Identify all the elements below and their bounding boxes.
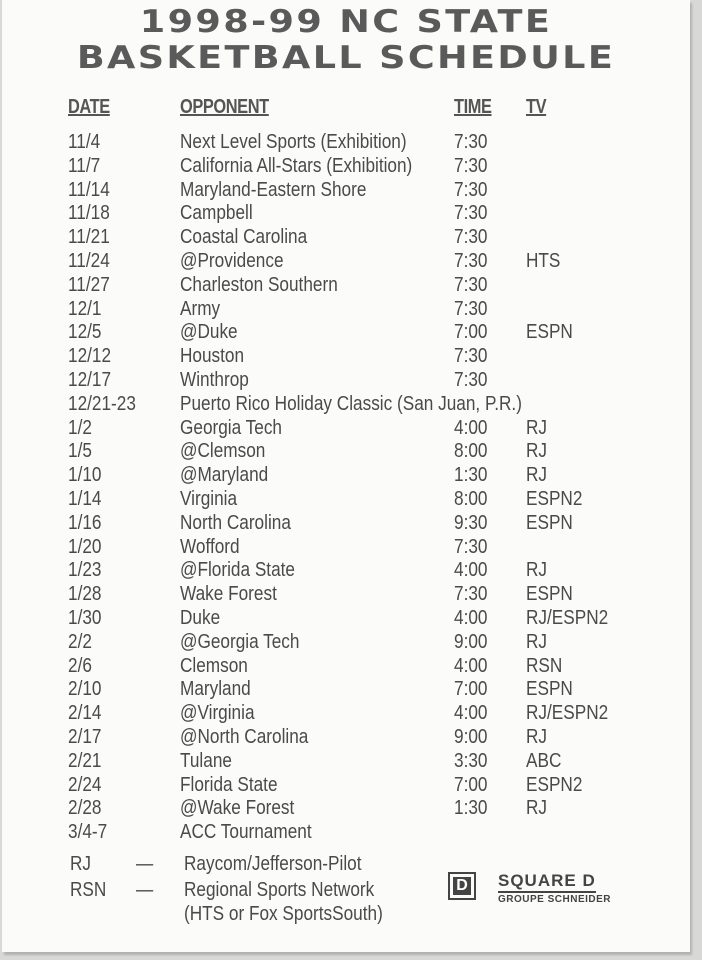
row-date: 11/14 xyxy=(68,178,110,201)
row-time: 4:00 xyxy=(454,654,488,677)
row-opponent: Charleston Southern xyxy=(180,273,338,296)
table-row xyxy=(2,154,690,178)
row-opponent: Clemson xyxy=(180,654,248,677)
row-tv: ESPN xyxy=(526,678,573,701)
row-time: 7:30 xyxy=(454,131,488,153)
legend-note: (HTS or Fox SportsSouth) xyxy=(184,903,383,925)
title-line-1: 1998-99 NC STATE xyxy=(139,4,553,40)
legend-dash-rj: — xyxy=(136,853,154,875)
row-opponent: Wofford xyxy=(180,535,240,558)
table-row xyxy=(2,773,690,797)
row-opponent: ACC Tournament xyxy=(180,821,312,844)
row-opponent: @Georgia Tech xyxy=(180,630,300,653)
row-date: 1/10 xyxy=(68,464,102,487)
header-time: TIME xyxy=(454,96,492,118)
row-opponent: @Wake Forest xyxy=(180,797,295,820)
table-row xyxy=(2,701,690,725)
row-opponent: Houston xyxy=(180,345,245,368)
row-date: 2/10 xyxy=(68,678,102,701)
row-opponent: Wake Forest xyxy=(180,583,277,606)
row-time: 7:00 xyxy=(454,773,488,796)
row-tv: RJ/ESPN2 xyxy=(526,702,609,725)
row-date: 11/24 xyxy=(68,250,110,272)
table-row xyxy=(2,201,690,225)
legend-abbr-rj: RJ xyxy=(70,853,92,875)
row-opponent: @Clemson xyxy=(180,440,266,463)
row-date: 2/24 xyxy=(68,773,102,796)
table-row xyxy=(2,582,690,606)
square-d-logo xyxy=(448,872,620,908)
row-date: 2/14 xyxy=(68,702,102,725)
header-tv: TV xyxy=(526,96,547,118)
row-time: 7:30 xyxy=(454,273,488,296)
table-row xyxy=(2,796,690,820)
row-tv: RJ xyxy=(526,726,548,748)
row-opponent: Virginia xyxy=(180,488,238,510)
row-date: 2/21 xyxy=(68,749,102,772)
row-date: 12/17 xyxy=(68,369,112,391)
row-date: 1/30 xyxy=(68,607,102,629)
row-time: 1:30 xyxy=(454,464,488,487)
row-time: 7:30 xyxy=(454,202,488,225)
table-row xyxy=(2,416,690,440)
row-date: 1/14 xyxy=(68,488,102,510)
row-time: 7:30 xyxy=(454,250,488,272)
row-tv: RJ xyxy=(526,630,548,653)
row-time: 9:00 xyxy=(454,726,488,748)
row-tv: RJ xyxy=(526,416,548,439)
row-date: 11/4 xyxy=(68,131,101,153)
table-row xyxy=(2,130,690,154)
row-tv: RSN xyxy=(526,654,563,677)
row-date: 11/7 xyxy=(68,154,101,177)
row-opponent: Florida State xyxy=(180,773,278,796)
row-date: 12/1 xyxy=(68,297,102,320)
header-date: DATE xyxy=(68,96,110,118)
schedule-card xyxy=(2,0,690,952)
row-opponent: Puerto Rico Holiday Classic (San Juan, P.R.) xyxy=(180,392,522,415)
row-opponent: Tulane xyxy=(180,749,232,772)
table-row xyxy=(2,392,690,416)
row-tv: ESPN2 xyxy=(526,773,583,796)
row-date: 1/16 xyxy=(68,511,102,534)
row-time: 7:30 xyxy=(454,154,488,177)
legend-desc-rj: Raycom/Jefferson-Pilot xyxy=(184,853,362,875)
row-opponent: @Maryland xyxy=(180,464,269,487)
row-date: 11/21 xyxy=(68,226,110,249)
table-row xyxy=(2,725,690,749)
table-row xyxy=(2,273,690,297)
table-row xyxy=(2,439,690,463)
row-date: 1/2 xyxy=(68,416,92,439)
row-opponent: @North Carolina xyxy=(180,726,309,748)
row-opponent: Next Level Sports (Exhibition) xyxy=(180,131,407,153)
row-date: 3/4-7 xyxy=(68,821,108,844)
row-date: 2/17 xyxy=(68,726,102,748)
row-time: 7:00 xyxy=(454,678,488,701)
row-date: 1/23 xyxy=(68,559,102,582)
row-tv: ESPN2 xyxy=(526,488,583,510)
title-line-2: BASKETBALL SCHEDULE xyxy=(76,40,616,76)
row-date: 2/2 xyxy=(68,630,92,653)
table-row xyxy=(2,320,690,344)
row-date: 12/21-23 xyxy=(68,392,136,415)
table-row xyxy=(2,749,690,773)
row-tv: RJ xyxy=(526,797,548,820)
row-opponent: Maryland xyxy=(180,678,251,701)
row-time: 7:30 xyxy=(454,369,488,391)
row-time: 7:30 xyxy=(454,583,488,606)
row-opponent: Duke xyxy=(180,607,221,629)
row-time: 4:00 xyxy=(454,702,488,725)
table-row xyxy=(2,297,690,321)
row-opponent: Coastal Carolina xyxy=(180,226,308,249)
row-date: 1/5 xyxy=(68,440,92,463)
row-time: 8:00 xyxy=(454,488,488,510)
sponsor-subtitle: GROUPE SCHNEIDER xyxy=(498,894,612,905)
row-opponent: North Carolina xyxy=(180,511,291,534)
row-time: 7:30 xyxy=(454,535,488,558)
row-opponent: California All-Stars (Exhibition) xyxy=(180,154,413,177)
row-opponent: Campbell xyxy=(180,202,253,225)
row-time: 9:30 xyxy=(454,511,488,534)
table-row xyxy=(2,249,690,273)
table-row xyxy=(2,535,690,559)
row-time: 7:30 xyxy=(454,297,488,320)
row-tv: RJ/ESPN2 xyxy=(526,607,609,629)
row-time: 4:00 xyxy=(454,607,488,629)
row-opponent: @Providence xyxy=(180,250,284,272)
row-opponent: Army xyxy=(180,297,221,320)
row-time: 8:00 xyxy=(454,440,488,463)
table-row xyxy=(2,487,690,511)
row-time: 9:00 xyxy=(454,630,488,653)
row-tv: RJ xyxy=(526,440,548,463)
row-opponent: @Virginia xyxy=(180,702,255,725)
row-tv: RJ xyxy=(526,559,548,582)
row-opponent: Winthrop xyxy=(180,369,249,391)
row-opponent: Georgia Tech xyxy=(180,416,282,439)
row-time: 3:30 xyxy=(454,749,488,772)
table-row xyxy=(2,344,690,368)
sponsor-name: SQUARE D xyxy=(498,872,596,893)
row-time: 7:30 xyxy=(454,178,488,201)
row-time: 7:30 xyxy=(454,345,488,368)
table-row xyxy=(2,654,690,678)
table-row xyxy=(2,606,690,630)
table-row xyxy=(2,677,690,701)
row-opponent: Maryland-Eastern Shore xyxy=(180,178,367,201)
row-tv: ESPN xyxy=(526,583,573,606)
legend-desc-rsn: Regional Sports Network xyxy=(184,879,375,901)
row-date: 2/28 xyxy=(68,797,102,820)
table-row xyxy=(2,178,690,202)
row-opponent: @Duke xyxy=(180,321,238,344)
row-tv: ABC xyxy=(526,749,562,772)
table-row xyxy=(2,368,690,392)
row-tv: HTS xyxy=(526,250,561,272)
square-d-mark-icon: D xyxy=(448,872,476,900)
legend-dash-rsn: — xyxy=(136,879,154,901)
row-tv: ESPN xyxy=(526,511,573,534)
row-date: 1/28 xyxy=(68,583,102,606)
row-tv: RJ xyxy=(526,464,548,487)
table-row xyxy=(2,225,690,249)
row-time: 4:00 xyxy=(454,559,488,582)
legend-abbr-rsn: RSN xyxy=(70,879,107,901)
table-row xyxy=(2,630,690,654)
table-row xyxy=(2,558,690,582)
row-date: 12/5 xyxy=(68,321,102,344)
table-row xyxy=(2,820,690,844)
row-date: 1/20 xyxy=(68,535,102,558)
row-date: 11/27 xyxy=(68,273,110,296)
row-time: 4:00 xyxy=(454,416,488,439)
row-time: 7:00 xyxy=(454,321,488,344)
row-time: 7:30 xyxy=(454,226,488,249)
table-row xyxy=(2,511,690,535)
row-date: 2/6 xyxy=(68,654,92,677)
row-time: 1:30 xyxy=(454,797,488,820)
row-date: 11/18 xyxy=(68,202,110,225)
row-opponent: @Florida State xyxy=(180,559,295,582)
header-opponent: OPPONENT xyxy=(180,96,269,118)
table-row xyxy=(2,463,690,487)
row-tv: ESPN xyxy=(526,321,573,344)
row-date: 12/12 xyxy=(68,345,112,368)
